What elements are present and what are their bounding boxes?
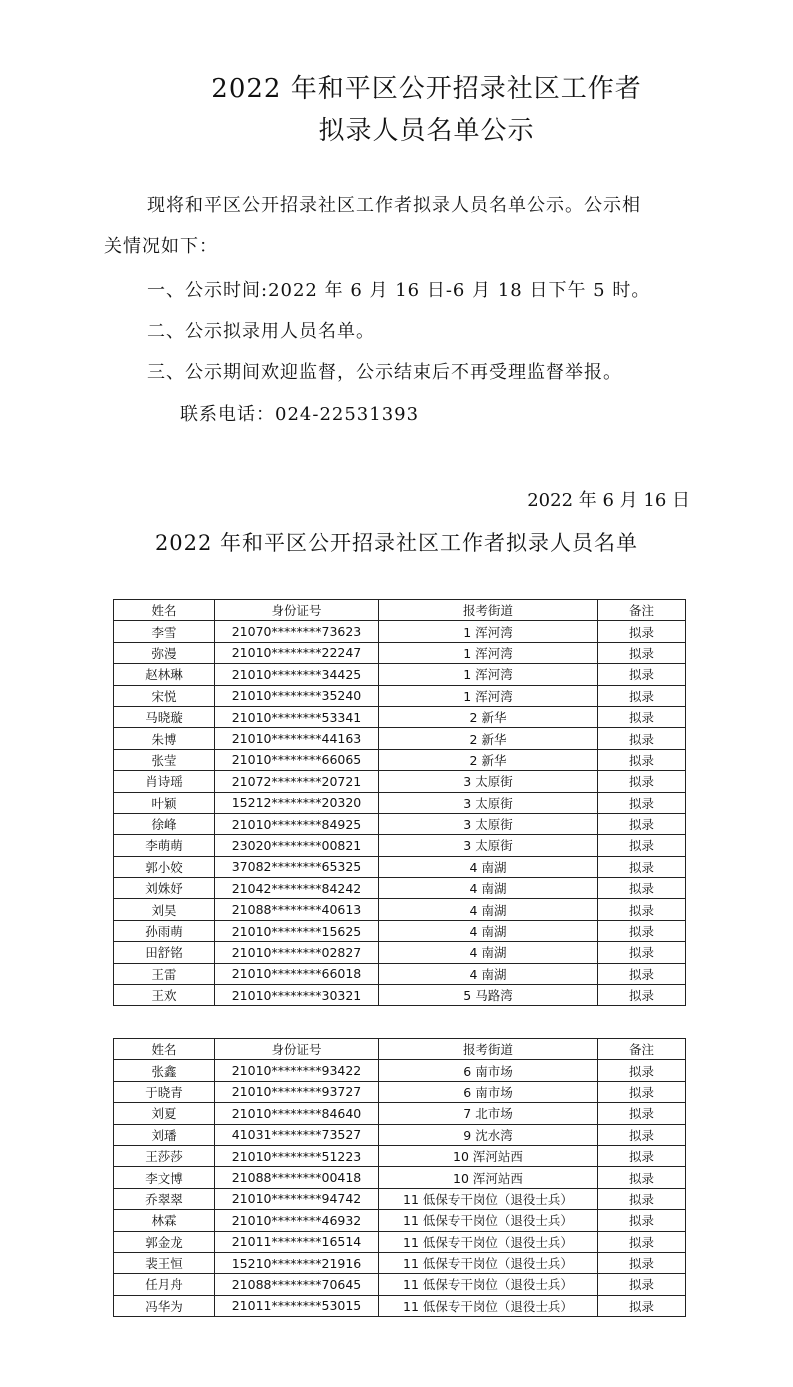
cell-street: 5 马路湾 [379, 985, 598, 1006]
cell-street: 3 太原街 [379, 835, 598, 856]
cell-remark: 拟录 [598, 856, 686, 877]
cell-remark: 拟录 [598, 792, 686, 813]
cell-id-number: 21070********73623 [215, 621, 379, 642]
cell-remark: 拟录 [598, 1252, 686, 1273]
cell-name: 王雷 [114, 963, 215, 984]
cell-id-number: 21088********40613 [215, 899, 379, 920]
cell-name: 张鑫 [114, 1060, 215, 1081]
cell-name: 马晓璇 [114, 706, 215, 727]
notice-item-1: 一、公示时间:2022 年 6 月 16 日-6 月 18 日下午 5 时。 [147, 280, 651, 301]
cell-street: 1 浑河湾 [379, 664, 598, 685]
cell-remark: 拟录 [598, 685, 686, 706]
cell-name: 弥漫 [114, 642, 215, 663]
cell-id-number: 21010********53341 [215, 706, 379, 727]
cell-remark: 拟录 [598, 621, 686, 642]
cell-name: 肖诗瑶 [114, 771, 215, 792]
cell-name: 徐峰 [114, 813, 215, 834]
cell-remark: 拟录 [598, 835, 686, 856]
cell-remark: 拟录 [598, 1274, 686, 1295]
intro-line1: 现将和平区公开招录社区工作者拟录人员名单公示。公示相 [147, 195, 641, 216]
header-remark: 备注 [598, 600, 686, 621]
cell-name: 朱博 [114, 728, 215, 749]
cell-id-number: 21010********84925 [215, 813, 379, 834]
table-row [114, 1188, 686, 1209]
cell-name: 李萌萌 [114, 835, 215, 856]
cell-id-number: 23020********00821 [215, 835, 379, 856]
header-id-number: 身份证号 [215, 600, 379, 621]
cell-id-number: 21010********84640 [215, 1103, 379, 1124]
cell-street: 4 南湖 [379, 963, 598, 984]
cell-id-number: 37082********65325 [215, 856, 379, 877]
cell-remark: 拟录 [598, 1081, 686, 1102]
cell-street: 2 新华 [379, 749, 598, 770]
candidates-table-1 [113, 599, 686, 1006]
table-row [114, 878, 686, 899]
cell-street: 1 浑河湾 [379, 621, 598, 642]
cell-remark: 拟录 [598, 920, 686, 941]
cell-id-number: 21011********16514 [215, 1231, 379, 1252]
table-row [114, 1145, 686, 1166]
table-row [114, 706, 686, 727]
notice-item-3: 三、公示期间欢迎监督，公示结束后不再受理监督举报。 [147, 362, 622, 383]
cell-id-number: 21010********35240 [215, 685, 379, 706]
contact-phone: 联系电话：024-22531393 [180, 404, 420, 425]
cell-id-number: 21010********15625 [215, 920, 379, 941]
cell-name: 孙雨萌 [114, 920, 215, 941]
table-row [114, 728, 686, 749]
cell-name: 李雪 [114, 621, 215, 642]
cell-name: 林霖 [114, 1210, 215, 1231]
cell-remark: 拟录 [598, 899, 686, 920]
table-row [114, 621, 686, 642]
table-row [114, 813, 686, 834]
cell-name: 李文博 [114, 1167, 215, 1188]
table-row [114, 1210, 686, 1231]
table-row [114, 835, 686, 856]
cell-street: 11 低保专干岗位（退役士兵） [379, 1295, 598, 1316]
cell-street: 2 新华 [379, 728, 598, 749]
cell-remark: 拟录 [598, 942, 686, 963]
cell-remark: 拟录 [598, 728, 686, 749]
cell-name: 宋悦 [114, 685, 215, 706]
cell-id-number: 21042********84242 [215, 878, 379, 899]
table-row [114, 1231, 686, 1252]
table-row [114, 920, 686, 941]
cell-name: 任月舟 [114, 1274, 215, 1295]
table-row [114, 899, 686, 920]
table-row [114, 1124, 686, 1145]
cell-street: 4 南湖 [379, 878, 598, 899]
header-remark: 备注 [598, 1039, 686, 1060]
cell-name: 乔翠翠 [114, 1188, 215, 1209]
cell-street: 3 太原街 [379, 771, 598, 792]
table-row [114, 1167, 686, 1188]
publish-date: 2022 年 6 月 16 日 [527, 490, 690, 511]
header-street: 报考街道 [379, 1039, 598, 1060]
cell-remark: 拟录 [598, 1060, 686, 1081]
header-id-number: 身份证号 [215, 1039, 379, 1060]
table-row [114, 963, 686, 984]
header-name: 姓名 [114, 1039, 215, 1060]
cell-id-number: 21010********02827 [215, 942, 379, 963]
doc-title-line1: 2022 年和平区公开招录社区工作者 [211, 74, 642, 104]
cell-street: 6 南市场 [379, 1060, 598, 1081]
cell-id-number: 21010********93422 [215, 1060, 379, 1081]
table-row [114, 792, 686, 813]
doc-title-line2: 拟录人员名单公示 [318, 116, 535, 146]
cell-name: 叶颖 [114, 792, 215, 813]
cell-street: 1 浑河湾 [379, 685, 598, 706]
cell-street: 11 低保专干岗位（退役士兵） [379, 1274, 598, 1295]
cell-remark: 拟录 [598, 749, 686, 770]
cell-street: 1 浑河湾 [379, 642, 598, 663]
cell-street: 4 南湖 [379, 899, 598, 920]
cell-street: 11 低保专干岗位（退役士兵） [379, 1231, 598, 1252]
cell-name: 王欢 [114, 985, 215, 1006]
cell-id-number: 21010********93727 [215, 1081, 379, 1102]
cell-id-number: 21088********00418 [215, 1167, 379, 1188]
table-row [114, 642, 686, 663]
table-row [114, 1252, 686, 1273]
cell-id-number: 21010********94742 [215, 1188, 379, 1209]
table-header-row [114, 1039, 686, 1060]
cell-name: 于晓青 [114, 1081, 215, 1102]
cell-id-number: 21010********66018 [215, 963, 379, 984]
cell-remark: 拟录 [598, 706, 686, 727]
cell-remark: 拟录 [598, 963, 686, 984]
cell-street: 10 浑河站西 [379, 1145, 598, 1166]
cell-street: 11 低保专干岗位（退役士兵） [379, 1252, 598, 1273]
cell-id-number: 41031********73527 [215, 1124, 379, 1145]
cell-id-number: 21010********46932 [215, 1210, 379, 1231]
cell-street: 9 沈水湾 [379, 1124, 598, 1145]
cell-street: 4 南湖 [379, 856, 598, 877]
cell-name: 刘璠 [114, 1124, 215, 1145]
cell-id-number: 21011********53015 [215, 1295, 379, 1316]
cell-street: 11 低保专干岗位（退役士兵） [379, 1188, 598, 1209]
cell-name: 裴王恒 [114, 1252, 215, 1273]
cell-street: 6 南市场 [379, 1081, 598, 1102]
cell-street: 4 南湖 [379, 920, 598, 941]
cell-name: 王莎莎 [114, 1145, 215, 1166]
cell-remark: 拟录 [598, 1295, 686, 1316]
table-row [114, 749, 686, 770]
cell-name: 张莹 [114, 749, 215, 770]
table-row [114, 1274, 686, 1295]
table-row [114, 1103, 686, 1124]
cell-remark: 拟录 [598, 664, 686, 685]
cell-id-number: 21072********20721 [215, 771, 379, 792]
cell-street: 10 浑河站西 [379, 1167, 598, 1188]
cell-id-number: 21088********70645 [215, 1274, 379, 1295]
table-row [114, 856, 686, 877]
cell-remark: 拟录 [598, 813, 686, 834]
table-header-row [114, 600, 686, 621]
cell-id-number: 21010********30321 [215, 985, 379, 1006]
notice-item-2: 二、公示拟录用人员名单。 [147, 321, 375, 342]
header-name: 姓名 [114, 600, 215, 621]
table-row [114, 942, 686, 963]
cell-street: 3 太原街 [379, 813, 598, 834]
cell-remark: 拟录 [598, 642, 686, 663]
cell-name: 郭金龙 [114, 1231, 215, 1252]
cell-street: 4 南湖 [379, 942, 598, 963]
cell-id-number: 21010********44163 [215, 728, 379, 749]
cell-id-number: 21010********51223 [215, 1145, 379, 1166]
candidates-table-2 [113, 1038, 686, 1317]
cell-name: 刘姝妤 [114, 878, 215, 899]
cell-street: 11 低保专干岗位（退役士兵） [379, 1210, 598, 1231]
cell-name: 刘昊 [114, 899, 215, 920]
cell-id-number: 21010********66065 [215, 749, 379, 770]
table-row [114, 1081, 686, 1102]
cell-remark: 拟录 [598, 1188, 686, 1209]
cell-name: 赵林琳 [114, 664, 215, 685]
cell-remark: 拟录 [598, 1145, 686, 1166]
cell-name: 田舒铭 [114, 942, 215, 963]
cell-street: 7 北市场 [379, 1103, 598, 1124]
cell-id-number: 15212********20320 [215, 792, 379, 813]
intro-line2: 关情况如下： [104, 236, 218, 257]
table-row [114, 985, 686, 1006]
cell-remark: 拟录 [598, 1167, 686, 1188]
cell-id-number: 21010********22247 [215, 642, 379, 663]
table-row [114, 1295, 686, 1316]
cell-street: 3 太原街 [379, 792, 598, 813]
table-row [114, 685, 686, 706]
cell-remark: 拟录 [598, 1210, 686, 1231]
cell-remark: 拟录 [598, 985, 686, 1006]
cell-remark: 拟录 [598, 878, 686, 899]
cell-remark: 拟录 [598, 1103, 686, 1124]
cell-id-number: 15210********21916 [215, 1252, 379, 1273]
cell-id-number: 21010********34425 [215, 664, 379, 685]
list-title: 2022 年和平区公开招录社区工作者拟录人员名单 [154, 531, 639, 555]
cell-remark: 拟录 [598, 771, 686, 792]
cell-street: 2 新华 [379, 706, 598, 727]
cell-name: 郭小姣 [114, 856, 215, 877]
cell-name: 刘夏 [114, 1103, 215, 1124]
table-row [114, 771, 686, 792]
table-row [114, 664, 686, 685]
cell-remark: 拟录 [598, 1231, 686, 1252]
cell-remark: 拟录 [598, 1124, 686, 1145]
table-row [114, 1060, 686, 1081]
cell-name: 冯华为 [114, 1295, 215, 1316]
header-street: 报考街道 [379, 600, 598, 621]
